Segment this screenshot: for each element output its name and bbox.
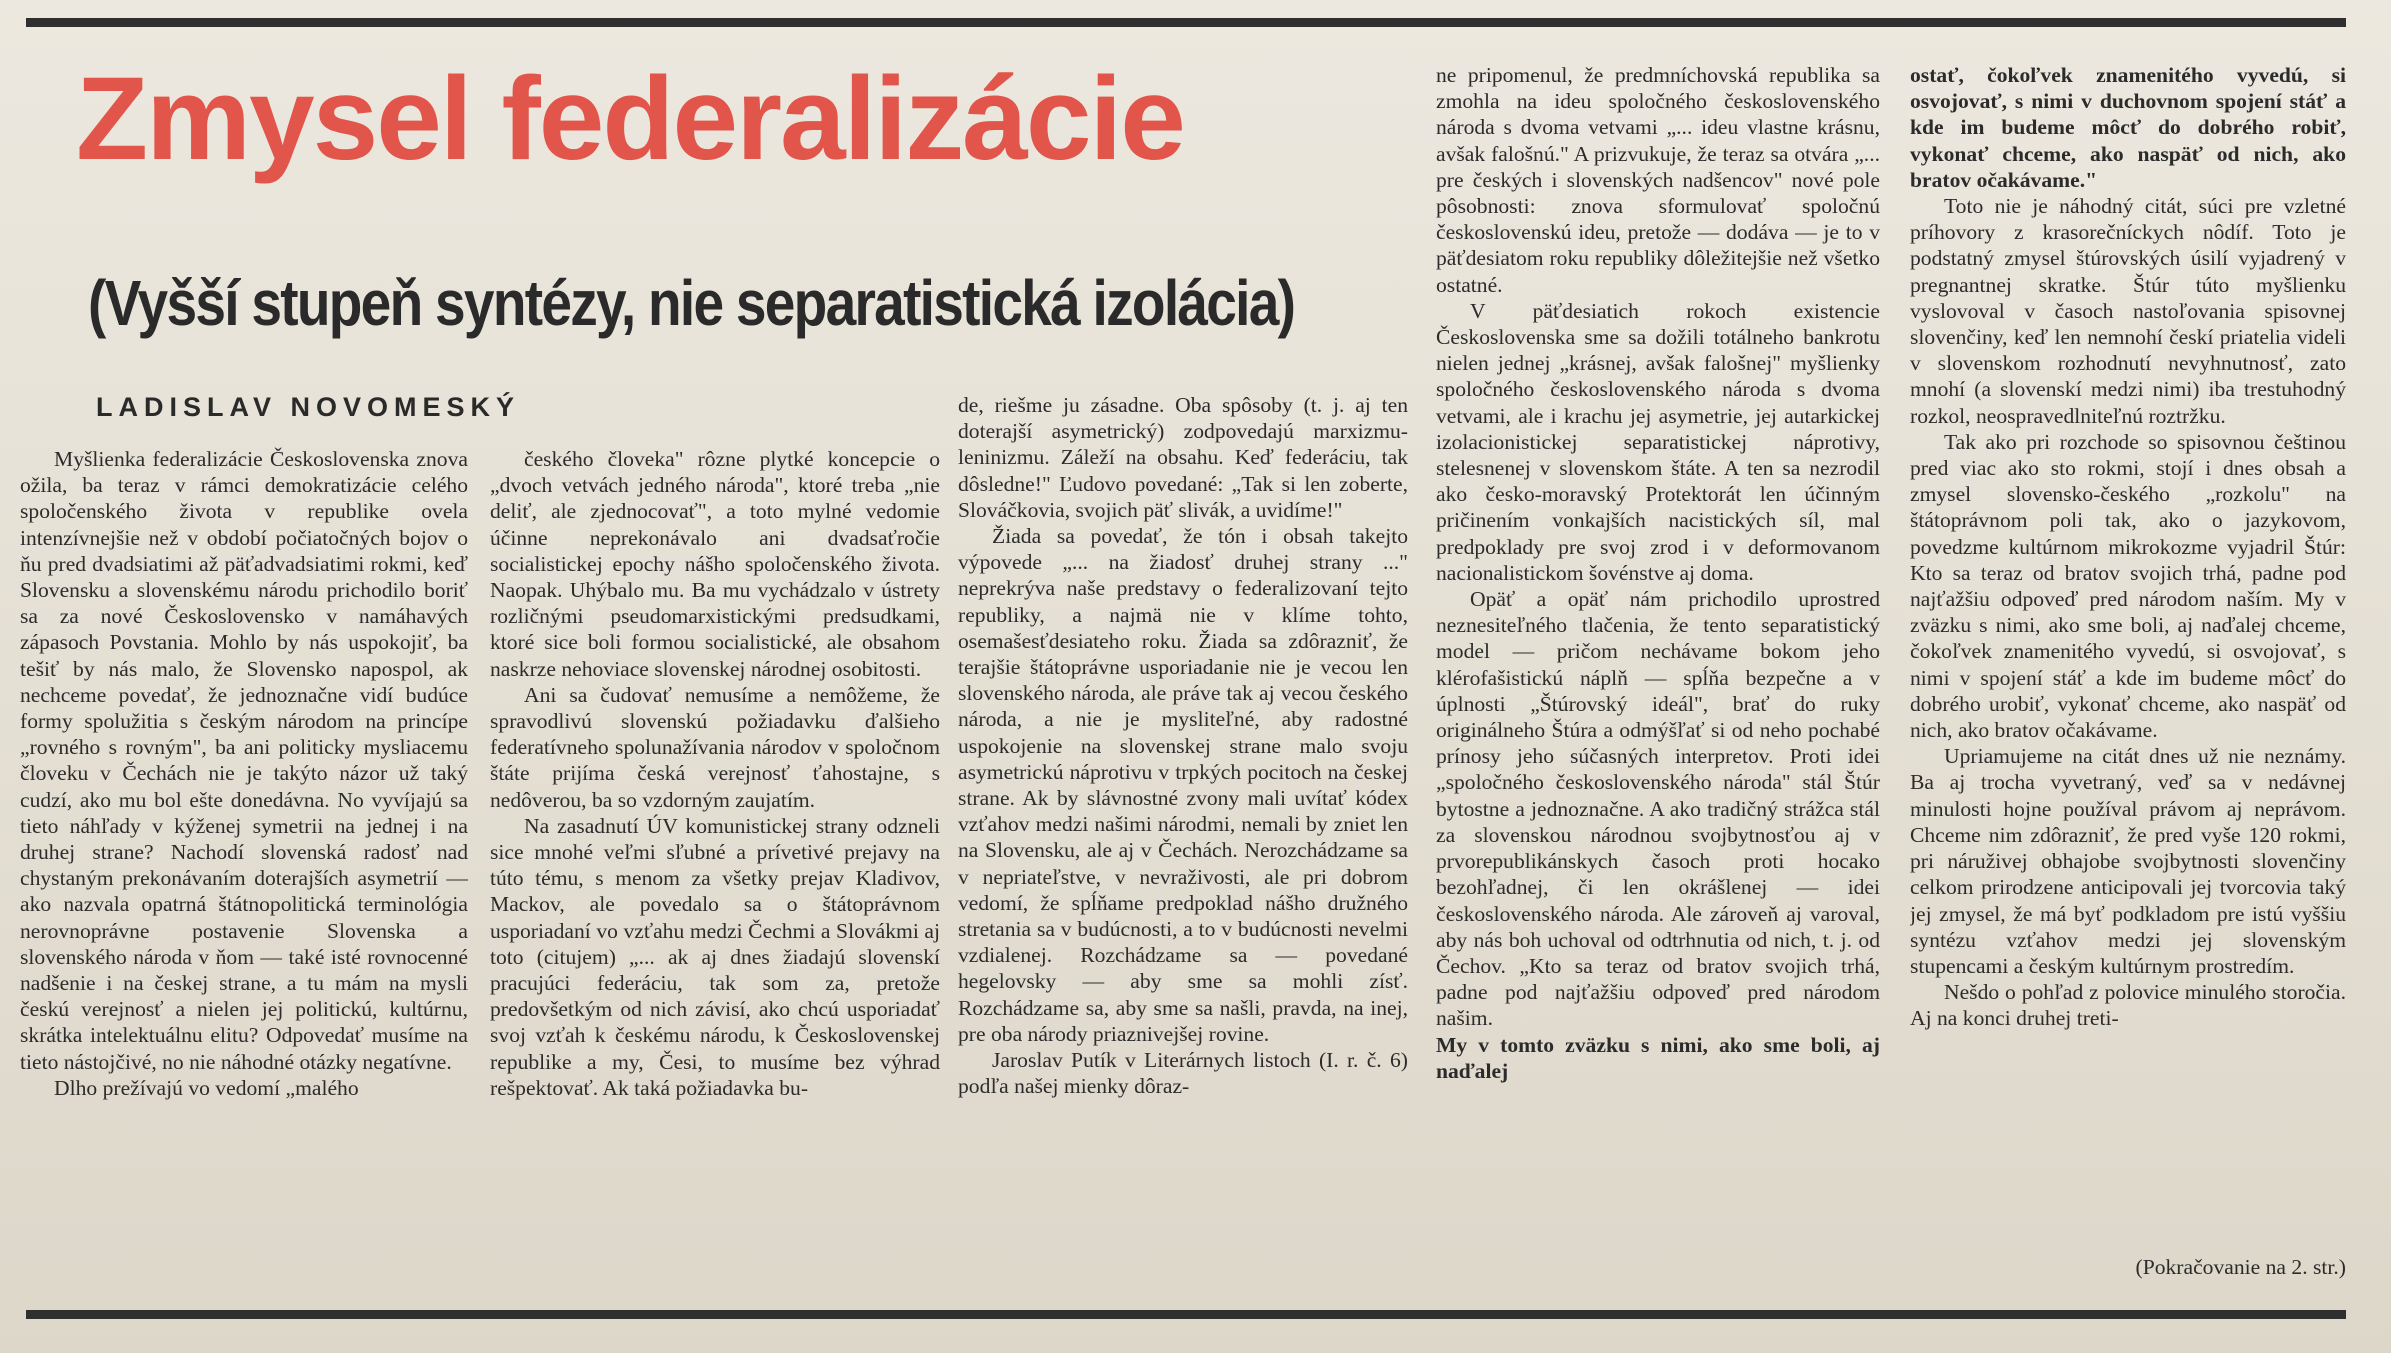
paragraph: Žiada sa povedať, že tón i obsah takejto výpovede „... na žiadosť druhej strany ..." neprekrýva naše predstavy o federalizovaní tejto republiky, a najmä nie v klíme tohto, osemašesťdesiateho roku. Žiada sa zdôrazniť, že terajšie štátoprávne usporiadanie nie je vecou len slovenského národa, ale práve tak aj vecou českého národa, a nie je mysliteľné, aby radostné uspokojenie na slovenskej strane malo svoju asymetrickú náprotivu v trpkých pocitoch na českej strane. Ak by slávnostné zvony mali uvítať kódex vzťahov medzi našimi národmi, nemali by zniet len na Slovensku, ale aj v Čechách. Nerozchádzame sa v nepriateľstve, v nevraživosti, ale pri dobrom vedomí, že spĺňame predpoklad nášho družného stretania sa v budúcnosti, a to v budúcnosti nevelmi vzdialenej. Rozchádzame sa — povedané hegelovsky — aby sme sa mohli zísť. Rozchádzame sa, aby sme sa našli, pravda, na inej, pre oba národy priaznivejšej rovine. bbox=[958, 524, 1408, 1046]
text-column-3 bbox=[958, 392, 1408, 1286]
paragraph: Na zasadnutí ÚV komunistickej strany odzneli sice mnohé veľmi sľubné a prívetivé prejavy na túto tému, s menom za všetky prejav Kladivov, Mackov, ale povedalo sa o štátoprávnom usporiadaní vo vzťahu medzi Čechmi a Slovákmi aj toto (citujem) „... ak aj dnes žiadajú slovenskí pracujúci federáciu, tak som za, pretože predovšetkým od nich závisí, ako chcú usporiadať svoj vzťah k českému národu, k Československej republike a my, Česi, to musíme bez výhrad rešpektovať. Ak taká požiadavka bu- bbox=[490, 813, 940, 1100]
article-byline: LADISLAV NOVOMESKÝ bbox=[96, 392, 521, 422]
text-column-1 bbox=[20, 446, 468, 1286]
paragraph: Dlho prežívajú vo vedomí „malého bbox=[54, 1075, 359, 1100]
paragraph: My v tomto zväzku s nimi, ako sme boli, aj naďalej bbox=[1436, 1032, 1880, 1083]
paragraph: Opäť a opäť nám prichodilo uprostred neznesiteľného tlačenia, že tento separatistický model — pričom nechávame bokom jeho klérofašistickú náplň — spĺňa bezpečne a v úplnosti „Štúrovský ideál", brať do ruky originálneho Štúra a odmýšľať si od neho pochabé prínosy jeho súčasných interpretov. Proti idei „spoločného československého národa" stál Štúr bytostne a jednoznačne. A ako tradičný strážca stál za slovenskou národnou svojbytnosťou aj v prvorepublikánskych časoch proti hocako bezohľadnej, či len okrášlenej — idei československého národa. Ale zároveň aj varoval, aby nás boh uchoval od odtrhnutia od nich, t. j. od Čechov. „Kto sa teraz od bratov svojich trhá, padne pod najťažšiu odpoveď pred národom našim. bbox=[1436, 587, 1880, 1031]
paragraph: Toto nie je náhodný citát, súci pre vzletné príhovory z krasorečníckych nôdíf. Toto je podstatný zmysel štúrovských úsilí vyjadrený v pregnantnej skratke. Štúr túto myšlienku vyslovoval v časoch nastoľovania spisovnej slovenčiny, keď len nemnohí českí priatelia videli v slovenskom rozhodnutí nevyhnutnosť, zato mnohí (a slovenskí medzi nimi) iba trestuhodný rozkol, neospravedlniteľnú roztržku. bbox=[1910, 194, 2346, 428]
bottom-rule bbox=[26, 1310, 2346, 1319]
paragraph: de, riešme ju zásadne. Oba spôsoby (t. j. aj ten doterajší asymetrický) zodpovedajú marxizmu-leninizmu. Záleží na obsahu. Keď federáciu, tak dôsledne!" Ľudovo povedané: „Tak si len zoberte, Slováčkovia, svojich päť slivák, a uvidíme!" bbox=[958, 393, 1408, 522]
paragraph: ostať, čokoľvek znamenitého vyvedú, si osvojovať, s nimi v duchovnom spojení stáť a kde im budeme môcť do dobrého robiť, vykonať chceme, ako naspäť od nich, ako bratov očakávame." bbox=[1910, 63, 2346, 192]
paragraph: Upriamujeme na citát dnes už nie neznámy. Ba aj trocha vyvetraný, veď sa v nedávnej minulosti hojne používal právom aj neprávom. Chceme nim zdôrazniť, že pred vyše 120 rokmi, pri náruživej obhajobe svojbytnosti slovenčiny celkom prirodzene anticipovali jej tvorcovia taký jej zmysel, že má byť podkladom pre istú vyššiu syntézu vzťahov medzi jej slovenským stupencami a českým kultúrnym prostredím. bbox=[1910, 744, 2346, 978]
paragraph: Jaroslav Putík v Literárnych listoch (I. r. č. 6) podľa našej mienky dôraz- bbox=[958, 1048, 1408, 1099]
paragraph: Tak ako pri rozchode so spisovnou češtinou pred viac ako sto rokmi, stojí i dnes obsah a zmysel slovensko-českého „rozkolu" na štátoprávnom poli tak, ako o jazykovom, povedzme kultúrnom mikrokozme vyjadril Štúr: Kto sa teraz od bratov svojich trhá, padne pod najťažšiu odpoveď pred národom naším. My v zväzku s nimi, ako sme boli, aj naďalej chceme, čokoľvek znamenitého vyvedú, si osvojovať, s nimi v spojení stáť a kde im budeme môcť do dobrého urobiť, vykonať chceme, ako naspäť od nich, ako bratov očakávame. bbox=[1910, 429, 2346, 743]
top-rule bbox=[26, 18, 2346, 27]
text-column-5 bbox=[1910, 62, 2346, 1258]
text-column-2 bbox=[490, 446, 940, 1286]
paragraph: ne pripomenul, že predmníchovská republika sa zmohla na ideu spoločného československého národa s dvoma vetvami „... ideu vlastne krásnu, avšak falošnú." A prizvukuje, že teraz sa otvára „... pre českých i slovenských nadšencov" nové pole pôsobnosti: znova sformulovať spoločnú československú ideu, pretože — dodáva — je to v päťdesiatom roku republiky dôležitejšie než všetko ostatné. bbox=[1436, 63, 1880, 297]
paragraph: Myšlienka federalizácie Československa znova ožila, ba teraz v rámci demokratizácie celého spoločenského života v republike ovela intenzívnejšie než v období počiatočných bojov o ňu pred dvadsiatimi až päťadvadsiatimi rokmi, keď Slovensku a slovenskému národu prichodilo boriť sa za nové Československo v namáhavých zápasoch Povstania. Mohlo by nás uspokojiť, ba tešiť by nás malo, že Slovensko napospol, ak nechceme povedať, že jednoznačne vidí budúce formy spolužitia s českým národom na princípe „rovného s rovným", ba ani politicky mysliacemu človeku v Čechách nie je takýto názor už taký cudzí, ako mu bol ešte donedávna. No vyvíjajú sa tieto náhľady v kýženej symetrii na jednej i na druhej strane? Nachodí slovenská radosť nad chystaným prekonávaním doterajších asymetrií — ako nazvala opatrná štátnopolitická terminológia nerovnoprávne postavenie Slovenska a slovenského národa v ňom — také isté rovnocenné nadšenie i na českej strane, a tu mám na mysli českú verejnosť a nielen jej politickú, kultúrnu, skrátka intelektuálnu elitu? Odpovedať musíme na tieto nástojčivé, no nie náhodné otázky negatívne. bbox=[20, 447, 468, 1074]
article-headline: Zmysel federalizácie bbox=[76, 53, 1184, 185]
continuation-note: (Pokračovanie na 2. str.) bbox=[2135, 1255, 2346, 1279]
paragraph: Ani sa čudovať nemusíme a nemôžeme, že spravodlivú slovenskú požiadavku ďalšieho federatívneho spolunažívania národov v spoločnom štáte prijíma česká verejnosť ťahostajne, s nedôverou, ba so vzdorným zaujatím. bbox=[490, 682, 940, 812]
article-subtitle: (Vyšší stupeň syntézy, nie separatistická izolácia) bbox=[88, 267, 1295, 339]
paragraph: Nešdo o pohľad z polovice minulého storočia. Aj na konci druhej treti- bbox=[1910, 980, 2346, 1031]
text-column-4 bbox=[1436, 62, 1880, 1286]
paragraph: českého človeka" rôzne plytké koncepcie o „dvoch vetvách jedného národa", ktoré treba „nie deliť, ale zjednocovať", a toto mylné vedomie účinne neprekonávalo ani dvadsaťročie socialistickej epochy nášho spoločenského života. Naopak. Uhýbalo mu. Ba mu vychádzalo v ústrety rozličnými pseudomarxistickými predsudkami, ktoré sice boli formou socialistické, ale obsahom naskrze nehoviace slovenskej národnej osobitosti. bbox=[490, 447, 940, 681]
paragraph: V päťdesiatich rokoch existencie Československa sme sa dožili totálneho bankrotu nielen jednej „krásnej, avšak falošnej" myšlienky spoločného československého národa s dvoma vetvami, ale i krachu jej asymetrie, jej autarkickej izolacionistickej separatistickej náprotivy, stelesnenej v slovenskom štáte. A ten sa nezrodil ako česko-moravský Protektorát len účinným pričinením vonkajších nacistických síl, mal predpoklady pre svoj zrod i v deformovanom nacionalistickom šovénstve aj doma. bbox=[1436, 298, 1880, 585]
